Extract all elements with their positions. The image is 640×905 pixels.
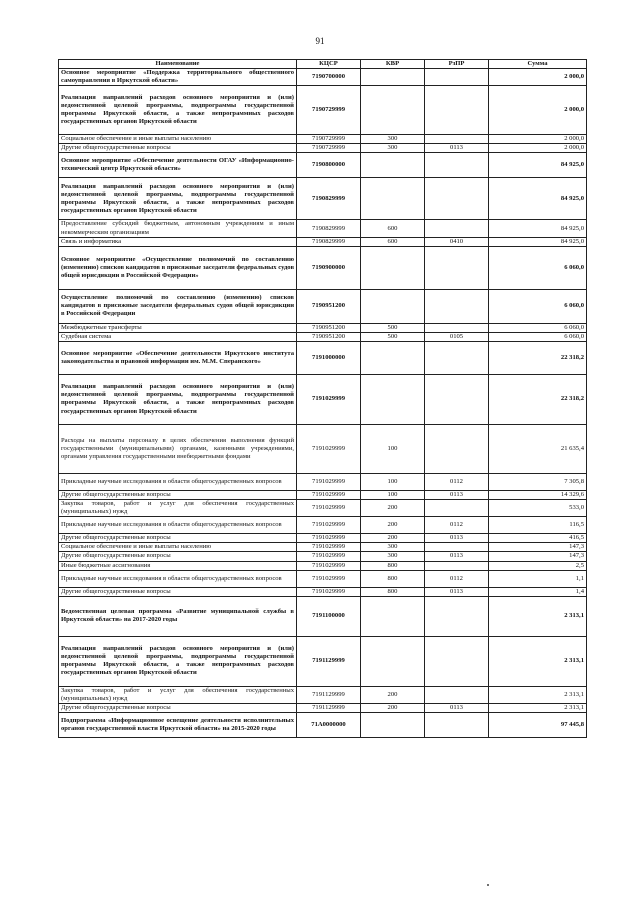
cell-sum: 6 060,0 <box>489 323 587 332</box>
cell-kvr: 100 <box>361 424 425 473</box>
cell-rzpr <box>425 69 489 86</box>
cell-kcsr: 7191029999 <box>297 570 361 587</box>
cell-name: Реализация направлений расходов основного мероприятия и (или) ведомственной целевой программы, подпрограммы государственной программы Иркутской области, а также непрограммных расходов государственных органов Иркутской области <box>59 374 297 424</box>
cell-rzpr <box>425 178 489 220</box>
table-row <box>59 543 587 552</box>
cell-kcsr: 7191029999 <box>297 374 361 424</box>
cell-sum: 1,1 <box>489 570 587 587</box>
cell-kcsr: 7190951200 <box>297 289 361 323</box>
cell-name: Социальное обеспечение и иные выплаты населению <box>59 543 297 552</box>
cell-sum: 22 318,2 <box>489 341 587 374</box>
cell-kvr <box>361 178 425 220</box>
cell-rzpr <box>425 246 489 289</box>
cell-kvr: 300 <box>361 543 425 552</box>
table-row <box>59 703 587 712</box>
cell-rzpr <box>425 220 489 237</box>
table-row <box>59 561 587 570</box>
cell-sum: 2 313,1 <box>489 703 587 712</box>
cell-kcsr: 7191100000 <box>297 596 361 636</box>
cell-name: Основное мероприятие «Осуществление полномочий по составлению (изменению) списков кандидатов в присяжные заседатели федеральных судов общей юрисдикции в Российской Федерации» <box>59 246 297 289</box>
cell-name: Социальное обеспечение и иные выплаты населению <box>59 135 297 144</box>
cell-rzpr <box>425 636 489 686</box>
cell-kcsr: 7191029999 <box>297 534 361 543</box>
header-rzpr: РзПР <box>425 60 489 69</box>
cell-rzpr: 0410 <box>425 237 489 246</box>
cell-sum: 1,4 <box>489 587 587 596</box>
cell-kcsr: 7191129999 <box>297 636 361 686</box>
cell-name: Закупка товаров, работ и услуг для обеспечения государственных (муниципальных) нужд <box>59 686 297 703</box>
cell-kvr <box>361 289 425 323</box>
table-row <box>59 570 587 587</box>
cell-rzpr: 0112 <box>425 517 489 534</box>
cell-kvr <box>361 374 425 424</box>
cell-name: Предоставление субсидий бюджетным, автономным учреждениям и иным некоммерческим организациям <box>59 220 297 237</box>
cell-rzpr <box>425 500 489 517</box>
table-row <box>59 246 587 289</box>
cell-sum: 533,0 <box>489 500 587 517</box>
table-row <box>59 323 587 332</box>
table-row <box>59 135 587 144</box>
cell-rzpr <box>425 424 489 473</box>
table-row <box>59 490 587 499</box>
cell-kvr <box>361 246 425 289</box>
cell-rzpr <box>425 86 489 135</box>
cell-kvr: 600 <box>361 220 425 237</box>
table-row <box>59 686 587 703</box>
cell-sum: 416,5 <box>489 534 587 543</box>
cell-rzpr <box>425 712 489 737</box>
cell-sum: 7 305,8 <box>489 473 587 490</box>
cell-name: Прикладные научные исследования в области общегосударственных вопросов <box>59 517 297 534</box>
cell-rzpr <box>425 323 489 332</box>
table-row <box>59 712 587 737</box>
cell-kvr <box>361 86 425 135</box>
table-row <box>59 552 587 561</box>
table-row <box>59 424 587 473</box>
cell-sum: 84 925,0 <box>489 153 587 178</box>
cell-sum: 2 000,0 <box>489 144 587 153</box>
table-row <box>59 374 587 424</box>
cell-kvr <box>361 341 425 374</box>
table-row <box>59 332 587 341</box>
cell-kcsr: 7191029999 <box>297 424 361 473</box>
cell-kcsr: 7190729999 <box>297 86 361 135</box>
cell-kvr: 100 <box>361 490 425 499</box>
cell-sum: 2,5 <box>489 561 587 570</box>
cell-name: Прикладные научные исследования в области общегосударственных вопросов <box>59 570 297 587</box>
cell-name: Ведомственная целевая программа «Развитие муниципальной службы в Иркутской области» на 2017-2020 годы <box>59 596 297 636</box>
cell-sum: 6 060,0 <box>489 289 587 323</box>
budget-table <box>58 59 587 738</box>
cell-rzpr: 0113 <box>425 703 489 712</box>
cell-name: Другие общегосударственные вопросы <box>59 552 297 561</box>
cell-rzpr: 0113 <box>425 490 489 499</box>
cell-name: Другие общегосударственные вопросы <box>59 703 297 712</box>
cell-name: Реализация направлений расходов основного мероприятия и (или) ведомственной целевой программы, подпрограммы государственной программы Иркутской области, а также непрограммных расходов государственных органов Иркутской области <box>59 86 297 135</box>
cell-kvr: 500 <box>361 332 425 341</box>
cell-rzpr: 0113 <box>425 587 489 596</box>
cell-kcsr: 7190729999 <box>297 144 361 153</box>
cell-kcsr: 7191129999 <box>297 686 361 703</box>
cell-rzpr <box>425 341 489 374</box>
cell-kcsr: 7191000000 <box>297 341 361 374</box>
table-row <box>59 289 587 323</box>
cell-kvr: 200 <box>361 500 425 517</box>
cell-kcsr: 7190829999 <box>297 220 361 237</box>
cell-kcsr: 7190951200 <box>297 323 361 332</box>
cell-name: Другие общегосударственные вопросы <box>59 144 297 153</box>
cell-kvr: 300 <box>361 144 425 153</box>
cell-sum: 21 635,4 <box>489 424 587 473</box>
table-row <box>59 341 587 374</box>
table-row <box>59 500 587 517</box>
cell-kvr: 300 <box>361 135 425 144</box>
table-row <box>59 237 587 246</box>
cell-kvr <box>361 153 425 178</box>
cell-rzpr <box>425 596 489 636</box>
table-row <box>59 144 587 153</box>
cell-name: Другие общегосударственные вопросы <box>59 534 297 543</box>
cell-kvr: 200 <box>361 703 425 712</box>
cell-rzpr <box>425 153 489 178</box>
cell-sum: 84 925,0 <box>489 220 587 237</box>
cell-kvr: 800 <box>361 570 425 587</box>
cell-rzpr <box>425 561 489 570</box>
table-row <box>59 636 587 686</box>
cell-sum: 147,3 <box>489 543 587 552</box>
table-row <box>59 153 587 178</box>
cell-name: Основное мероприятие «Обеспечение деятельности Иркутского института законодательства и правовой информации им. М.М. Сперанского» <box>59 341 297 374</box>
cell-name: Иные бюджетные ассигнования <box>59 561 297 570</box>
cell-kvr: 300 <box>361 552 425 561</box>
cell-kcsr: 7191029999 <box>297 543 361 552</box>
cell-rzpr: 0113 <box>425 144 489 153</box>
cell-kvr <box>361 596 425 636</box>
cell-rzpr <box>425 135 489 144</box>
table-row <box>59 86 587 135</box>
header-kvr: КВР <box>361 60 425 69</box>
cell-kcsr: 7190700000 <box>297 69 361 86</box>
table-row <box>59 220 587 237</box>
cell-kvr: 200 <box>361 686 425 703</box>
cell-kcsr: 7191029999 <box>297 517 361 534</box>
cell-kvr: 800 <box>361 561 425 570</box>
cell-name: Осуществление полномочий по составлению (изменению) списков кандидатов в присяжные заседатели федеральных судов общей юрисдикции в Российской Федерации <box>59 289 297 323</box>
cell-kvr <box>361 69 425 86</box>
cell-name: Реализация направлений расходов основного мероприятия и (или) ведомственной целевой программы, подпрограммы государственной программы Иркутской области, а также непрограммных расходов государственных органов Иркутской области <box>59 636 297 686</box>
cell-sum: 2 000,0 <box>489 86 587 135</box>
scan-speck <box>487 884 489 886</box>
cell-sum: 22 318,2 <box>489 374 587 424</box>
cell-name: Основное мероприятие «Обеспечение деятельности ОГАУ «Информационно-технический центр Иркутской области» <box>59 153 297 178</box>
cell-kcsr: 7190951200 <box>297 332 361 341</box>
cell-name: Реализация направлений расходов основного мероприятия и (или) ведомственной целевой программы, подпрограммы государственной программы Иркутской области, а также непрограммных расходов государственных органов Иркутской области <box>59 178 297 220</box>
cell-sum: 2 313,1 <box>489 596 587 636</box>
cell-name: Прикладные научные исследования в области общегосударственных вопросов <box>59 473 297 490</box>
cell-sum: 97 445,8 <box>489 712 587 737</box>
cell-name: Расходы на выплаты персоналу в целях обеспечения выполнения функций государственными (муниципальными) органами, казенными учреждениями, органами управления государственными внебюджетными фондами <box>59 424 297 473</box>
cell-sum: 2 000,0 <box>489 135 587 144</box>
cell-rzpr <box>425 289 489 323</box>
cell-sum: 2 313,1 <box>489 686 587 703</box>
cell-kvr <box>361 636 425 686</box>
cell-kcsr: 7191029999 <box>297 490 361 499</box>
table-row <box>59 596 587 636</box>
cell-kcsr: 7191029999 <box>297 561 361 570</box>
table-row <box>59 178 587 220</box>
table-row <box>59 534 587 543</box>
cell-name: Другие общегосударственные вопросы <box>59 490 297 499</box>
cell-rzpr: 0113 <box>425 534 489 543</box>
cell-kcsr: 7191029999 <box>297 552 361 561</box>
cell-rzpr <box>425 374 489 424</box>
cell-kcsr: 7190800000 <box>297 153 361 178</box>
cell-kvr: 100 <box>361 473 425 490</box>
cell-name: Другие общегосударственные вопросы <box>59 587 297 596</box>
table-row <box>59 587 587 596</box>
cell-kvr: 200 <box>361 517 425 534</box>
cell-sum: 84 925,0 <box>489 178 587 220</box>
cell-name: Основное мероприятие «Поддержка территориального общественного самоуправления в Иркутской области» <box>59 69 297 86</box>
cell-rzpr: 0112 <box>425 570 489 587</box>
cell-kcsr: 7190829999 <box>297 178 361 220</box>
cell-name: Подпрограмма «Информационное освещение деятельности исполнительных органов государственной власти Иркутской области» на 2015-2020 годы <box>59 712 297 737</box>
cell-sum: 84 925,0 <box>489 237 587 246</box>
cell-kcsr: 7191029999 <box>297 500 361 517</box>
page-number: 91 <box>315 36 325 46</box>
cell-sum: 2 000,0 <box>489 69 587 86</box>
cell-name: Судебная система <box>59 332 297 341</box>
cell-name: Закупка товаров, работ и услуг для обеспечения государственных (муниципальных) нужд <box>59 500 297 517</box>
cell-kvr: 800 <box>361 587 425 596</box>
table-row <box>59 69 587 86</box>
cell-kcsr: 7190729999 <box>297 135 361 144</box>
cell-kcsr: 7191029999 <box>297 473 361 490</box>
cell-kcsr: 7190900000 <box>297 246 361 289</box>
table-row <box>59 517 587 534</box>
cell-rzpr <box>425 543 489 552</box>
header-name: Наименование <box>59 60 297 69</box>
header-sum: Сумма <box>489 60 587 69</box>
cell-sum: 14 329,6 <box>489 490 587 499</box>
cell-rzpr: 0112 <box>425 473 489 490</box>
table-row <box>59 473 587 490</box>
cell-kcsr: 7190829999 <box>297 237 361 246</box>
cell-rzpr: 0105 <box>425 332 489 341</box>
cell-sum: 116,5 <box>489 517 587 534</box>
cell-kvr <box>361 712 425 737</box>
cell-sum: 2 313,1 <box>489 636 587 686</box>
cell-kvr: 500 <box>361 323 425 332</box>
cell-name: Межбюджетные трансферты <box>59 323 297 332</box>
cell-kvr: 600 <box>361 237 425 246</box>
cell-kcsr: 71А0000000 <box>297 712 361 737</box>
cell-kvr: 200 <box>361 534 425 543</box>
header-kcsr: КЦСР <box>297 60 361 69</box>
header-row <box>59 60 587 69</box>
cell-sum: 6 060,0 <box>489 246 587 289</box>
cell-rzpr <box>425 686 489 703</box>
cell-kcsr: 7191029999 <box>297 587 361 596</box>
cell-name: Связь и информатика <box>59 237 297 246</box>
cell-sum: 6 060,0 <box>489 332 587 341</box>
cell-kcsr: 7191129999 <box>297 703 361 712</box>
cell-rzpr: 0113 <box>425 552 489 561</box>
cell-sum: 147,3 <box>489 552 587 561</box>
